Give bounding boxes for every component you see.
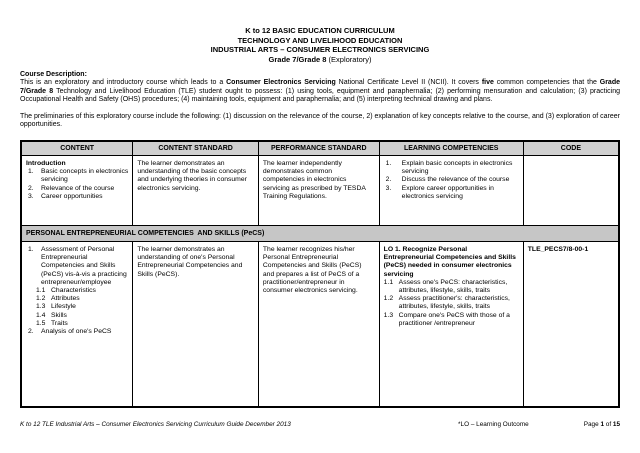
list-item-text: Characteristics [51, 286, 96, 294]
footer-page-indicator [584, 421, 620, 428]
list-item-text: Assess practitioner's: characteristics, attributes, lifestyle, skills, traits [398, 295, 510, 311]
content-cell [21, 241, 133, 407]
list-item [386, 160, 519, 176]
course-description-heading: Course Description: [20, 71, 87, 78]
list-item [386, 176, 519, 184]
learning-competencies-cell [379, 155, 523, 225]
competency-code: TLE_PECS7/8-00-1 [527, 245, 589, 253]
content-section-title: Introduction [26, 159, 66, 167]
page-label: Page [583, 421, 601, 429]
code-cell [523, 241, 619, 407]
description-competency-count: five [481, 79, 494, 86]
list-item [384, 279, 519, 295]
table-section-row [21, 225, 619, 241]
exploratory-label: (Exploratory) [326, 54, 372, 64]
table-row-pecs [21, 241, 619, 407]
performance-standard-cell: The learner independently demonstrates common competencies in electronics servicing as prescribed by TESDA Training Regulations. [258, 155, 379, 225]
title-line-subject-area: TECHNOLOGY AND LIVELIHOOD EDUCATION [237, 35, 403, 45]
list-item-number: 1.5 [36, 319, 46, 327]
list-item [28, 328, 128, 336]
description-text: Technology and Livelihood Education (TLE) student ought to possess: (1) using tools, equipment and paraphernalia; (2) performing mensuration and calculation; (3) practicing Occupational Health and Safety (OHS) procedures; (4) maintaining tools, equipment and paraphernalia; and (5) interpreting technical drawing and plans. [20, 87, 620, 104]
footer-document-title: K to 12 TLE Industrial Arts – Consumer Electronics Servicing Curriculum Guide December 2013 [20, 421, 291, 429]
list-item-text: Skills [51, 311, 67, 319]
description-text: This is an exploratory and introductory course which leads to a [20, 79, 227, 86]
list-item [384, 312, 519, 328]
page-footer [20, 421, 620, 428]
list-item-number: 1.3 [36, 303, 46, 311]
column-header-code: CODE [523, 141, 619, 156]
table-header-row [21, 141, 619, 156]
list-item [384, 295, 519, 311]
list-item-text: Career opportunities [41, 192, 103, 200]
list-item-text: Lifestyle [51, 303, 76, 311]
list-item-text: Explore career opportunities in electronics servicing [401, 184, 494, 200]
page-total: 15 [612, 421, 620, 429]
list-item-number: 1.4 [36, 311, 46, 319]
list-item-number: 2. [28, 184, 34, 192]
list-item [36, 320, 128, 328]
title-line-course: INDUSTRIAL ARTS – CONSUMER ELECTRONICS SERVICING [210, 45, 430, 54]
page-number: 1 [600, 421, 604, 429]
list-item [28, 168, 128, 184]
list-item-number: 1.3 [383, 311, 394, 319]
list-item-text: Traits [51, 319, 68, 327]
column-header-performance-standard: PERFORMANCE STANDARD [258, 141, 379, 156]
performance-standard-cell: The learner recognizes his/her Personal Entrepreneurial Competencies and Skills (PeCS) and prepares a list of PeCS of a practitioner/entrepreneur in consumer electronics servicing. [258, 241, 379, 407]
learning-competencies-cell [379, 241, 523, 407]
learning-outcome-heading: LO 1. Recognize Personal Entrepreneurial Competencies and Skills (PeCS) needed in consumer electronics servicing [383, 245, 516, 278]
list-item-text: Assessment of Personal Entrepreneurial Competencies and Skills (PeCS) vis-à-vis a practicing entrepreneur/employee [41, 245, 127, 286]
list-item-number: 2. [385, 176, 392, 184]
list-item-text: Compare one's PeCS with those of a practitioner /entrepreneur [398, 311, 510, 327]
list-item-text: Assess one's PeCS: characteristics, attributes, lifestyle, skills, traits [398, 278, 508, 294]
list-item-text: Attributes [51, 295, 80, 303]
list-item-number: 3. [385, 184, 392, 192]
list-item-number: 3. [28, 192, 34, 200]
content-standard-cell: The learner demonstrates an understanding of the basic concepts and underlying theories in consumer electronics servicing. [133, 155, 259, 225]
list-item [28, 185, 128, 193]
grade-level-label: Grade 7/Grade 8 [268, 54, 327, 64]
code-cell [523, 155, 619, 225]
document-title-block [20, 26, 620, 64]
list-item-text: Analysis of one's PeCS [41, 328, 112, 335]
page-of-label: of [604, 421, 613, 429]
preliminaries-paragraph: The preliminaries of this exploratory course include the following: (1) discussion on the relevance of the course, 2) explanation of key concepts relative to the course, and (3) exploration of career opportunities. [20, 112, 620, 129]
list-item-text: Basic concepts in electronics servicing [41, 168, 129, 184]
footer-lo-note: *LO – Learning Outcome [458, 421, 529, 429]
list-item [28, 246, 128, 287]
list-item-number: 1.1 [36, 286, 46, 294]
list-item-number: 1.2 [36, 295, 46, 303]
column-header-learning-competencies: LEARNING COMPETENCIES [379, 141, 523, 156]
curriculum-table [20, 140, 620, 409]
column-header-content-standard: CONTENT STANDARD [133, 141, 259, 156]
section-header-pecs: PERSONAL ENTREPRENEURIAL COMPETENCIES AND SKILLS (PeCS) [21, 225, 619, 241]
description-text: National Certificate Level II (NCII). It covers [335, 79, 482, 86]
list-item [36, 312, 128, 320]
course-description-paragraph [20, 79, 620, 105]
list-item [386, 185, 519, 201]
table-row-introduction [21, 155, 619, 225]
list-item-number: 1. [28, 168, 34, 176]
list-item [36, 295, 128, 303]
list-item [28, 193, 128, 201]
list-item-text: Relevance of the course [41, 184, 115, 192]
content-standard-cell: The learner demonstrates an understanding of one's Personal Entrepreneurial Competencies and Skills (PeCS). [133, 241, 259, 407]
list-item-number: 2. [28, 328, 34, 335]
description-course-name: Consumer Electronics Servicing [226, 79, 336, 86]
list-item-number: 1.2 [383, 295, 394, 303]
list-item [36, 287, 128, 295]
column-header-content: CONTENT [21, 141, 133, 156]
content-cell [21, 155, 133, 225]
description-text: common competencies that the [493, 79, 600, 86]
list-item-text: Discuss the relevance of the course [401, 176, 510, 184]
list-item-number: 1. [385, 159, 392, 167]
title-line-curriculum: K to 12 BASIC EDUCATION CURRICULUM [245, 26, 395, 35]
title-line-grade [20, 55, 620, 65]
description-grade-level: Grade 7/Grade 8 [20, 79, 620, 95]
list-item-text: Explain basic concepts in electronics servicing [401, 159, 513, 176]
list-item-number: 1.1 [383, 278, 394, 286]
list-item-number: 1. [28, 245, 34, 253]
list-item [36, 303, 128, 311]
